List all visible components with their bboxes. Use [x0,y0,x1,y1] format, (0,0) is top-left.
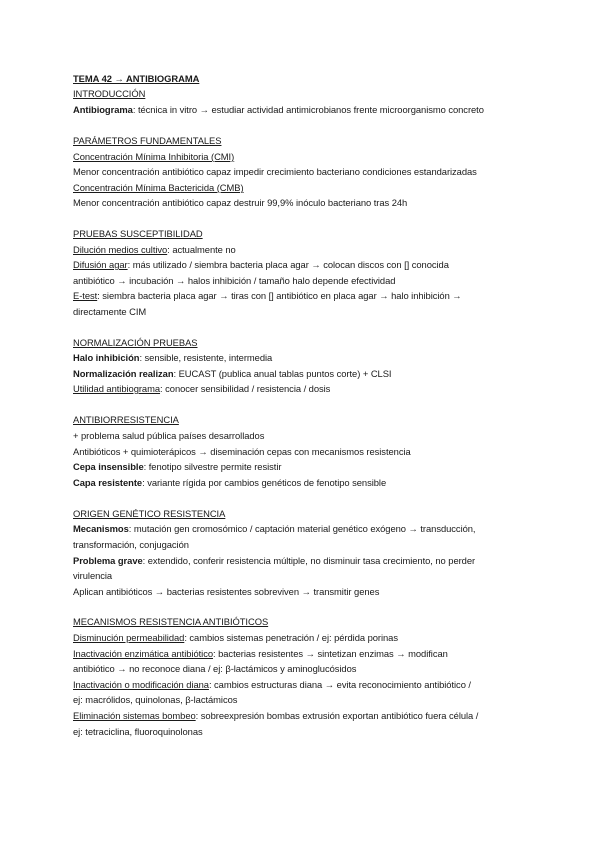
term: Inactivación o modificación diana [73,679,209,690]
cmb-text: Menor concentración antibiótico capaz destruir 99,9% inóculo bacteriano tras 24h [73,197,408,208]
definition-text: : cambios sistemas penetración / ej: pérdida porinas [184,632,398,643]
definition-text: : sobreexpresión bombas extrusión exportan antibiótico fuera célula / [195,710,479,721]
term: Disminución permeabilidad [73,632,185,643]
term: E-test [73,290,98,301]
section-heading-normalizacion: NORMALIZACIÓN PRUEBAS [73,337,198,348]
section-heading-introduccion: INTRODUCCIÓN [73,88,146,99]
section-heading-mecanismos: MECANISMOS RESISTENCIA ANTIBIÓTICOS [73,616,269,627]
definition-text: : EUCAST (publica anual tablas puntos corte) + CLSI [173,368,392,379]
definition-text: : cambios estructuras diana → evita reconocimiento antibiótico / [208,679,471,690]
definition-line [73,523,476,535]
definition-text: : conocer sensibilidad / resistencia / dosis [160,383,331,394]
definition-line [73,383,330,395]
continuation-line: directamente CIM [73,306,147,317]
definition-line [73,648,448,660]
definition-text: : más utilizado / siembra bacteria placa agar → colocan discos con [] conocida [127,259,449,270]
definition-line [73,352,272,364]
definition-line [73,259,449,271]
section-heading-origen: ORIGEN GENÉTICO RESISTENCIA [73,508,226,519]
term: Utilidad antibiograma [73,383,161,394]
text-line: Aplican antibióticos → bacterias resistentes sobreviven → transmitir genes [73,586,380,597]
definition-line [73,368,391,380]
section-heading-parametros: PARÁMETROS FUNDAMENTALES [73,135,222,146]
definition-text: : extendido, conferir resistencia múltiple, no disminuir tasa crecimiento, no perder [142,555,476,566]
definition-text: : siembra bacteria placa agar → tiras con [] antibiótico en placa agar → halo inhibición → [97,290,462,301]
definition-text: : actualmente no [167,244,236,255]
term: Problema grave [73,555,143,566]
definition-line [73,104,484,116]
definition-text: : técnica in vitro → estudiar actividad antimicrobianos frente microorganismo concreto [132,104,484,115]
continuation-line: virulencia [73,570,113,581]
term: Difusión agar [73,259,128,270]
continuation-line: ej: macrólidos, quinolonas, β-lactámicos [73,694,238,705]
continuation-line: transformación, conjugación [73,539,189,550]
text-line: + problema salud pública países desarrollados [73,430,265,441]
document-title: TEMA 42 → ANTIBIOGRAMA [73,73,200,84]
term: Halo inhibición [73,352,140,363]
definition-line [73,632,398,644]
definition-text: : sensible, resistente, intermedia [139,352,273,363]
term: Dilución medios cultivo [73,244,168,255]
continuation-line: antibiótico → no reconoce diana / ej: β-lactámicos y aminoglucósidos [73,663,357,674]
text-line: Antibióticos + quimioterápicos → diseminación cepas con mecanismos resistencia [73,446,411,457]
definition-line [73,290,462,302]
term: Eliminación sistemas bombeo [73,710,196,721]
definition-text: : bacterias resistentes → sintetizan enzimas → modifican [213,648,448,659]
term: Cepa insensible [73,461,144,472]
definition-text: : fenotipo silvestre permite resistir [143,461,282,472]
cmb-label: Concentración Mínima Bactericida (CMB) [73,182,244,193]
section-heading-pruebas: PRUEBAS SUSCEPTIBILIDAD [73,228,203,239]
continuation-line: antibiótico → incubación → halos inhibición / tamaño halo depende efectividad [73,275,396,286]
definition-text: : variante rígida por cambios genéticos de fenotipo sensible [142,477,387,488]
term: Normalización realizan [73,368,174,379]
definition-line [73,555,475,567]
definition-line [73,461,281,473]
cmi-label: Concentración Mínima Inhibitoria (CMI) [73,151,235,162]
term: Antibiograma [73,104,133,115]
definition-line [73,477,386,489]
definition-line [73,679,471,691]
term: Capa resistente [73,477,143,488]
definition-line [73,710,478,722]
term: Mecanismos [73,523,129,534]
term: Inactivación enzimática antibiótico [73,648,213,659]
continuation-line: ej: tetraciclina, fluoroquinolonas [73,726,203,737]
cmi-text: Menor concentración antibiótico capaz impedir crecimiento bacteriano condiciones estandarizadas [73,166,477,177]
definition-text: : mutación gen cromosómico / captación material genético exógeno → transducción, [128,523,476,534]
definition-line [73,244,236,256]
section-heading-antibiorresistencia: ANTIBIORRESISTENCIA [73,414,179,425]
